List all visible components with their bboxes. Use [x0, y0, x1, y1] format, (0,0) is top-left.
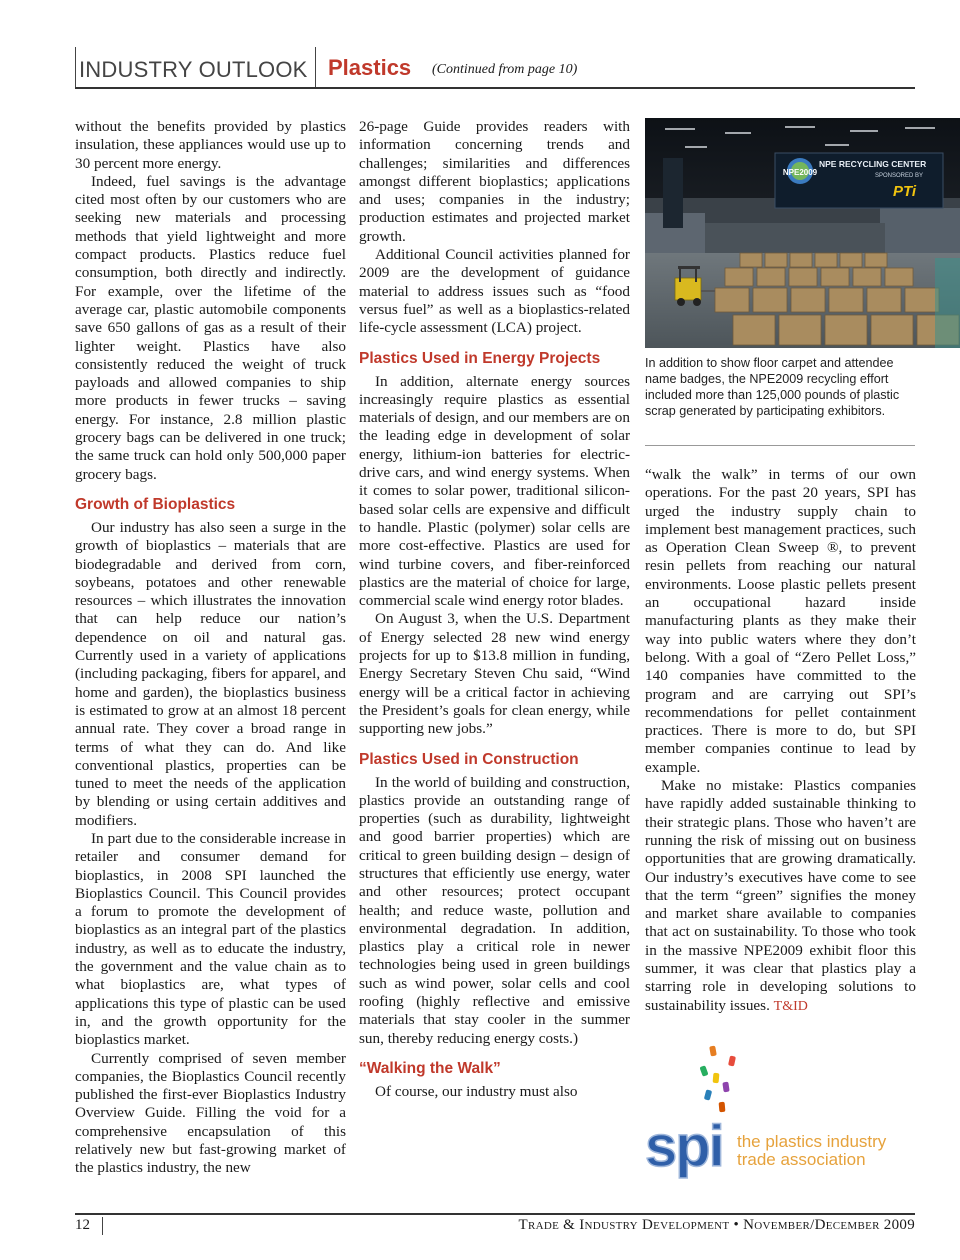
paragraph: without the benefits provided by plastics insulation, these appliances would use up to 30 percent more energy. — [75, 118, 346, 172]
sign-sub-text: SPONSORED BY — [875, 173, 924, 179]
subheading-walking-the-walk: “Walking the Walk” — [359, 1059, 501, 1077]
spi-logo — [645, 1040, 925, 1180]
sign-logo-text: NPE2009 — [782, 168, 818, 177]
publication-line: Trade & Industry Development • November/December 2009 — [518, 1217, 915, 1233]
paragraph: 26-page Guide provides readers with information concerning trends and challenges; similarities and differences amongst different bioplastics; applications and uses; companies in the industry; production estimates and projected market growth. — [359, 118, 630, 245]
footer-divider — [102, 1217, 103, 1235]
footer-rule — [75, 1213, 915, 1215]
subheading-growth-of-bioplastics: Growth of Bioplastics — [75, 495, 236, 513]
caption-rule — [645, 445, 915, 446]
topic-title: Plastics — [328, 55, 412, 80]
paragraph: In addition, alternate energy sources increasingly require plastics as essential materials of design, and our members are on the leading edge in development of solar energy, lithium-ion batteries for electric-drive cars, and wind energy systems. When it comes to solar power, traditional silicon-based solar cells are expensive and difficult to handle. Plastic (polymer) solar cells are more cost-effective. Plastics are used for wind turbine covers, and fiber-reinforced plastics are the material of choice for large, commercial scale wind energy rotor blades. — [359, 372, 630, 610]
logo-tagline: trade association — [737, 1150, 866, 1169]
spi-wordmark: spi — [645, 1114, 723, 1179]
paragraph — [645, 777, 916, 1016]
header-divider — [75, 47, 76, 89]
sign-title-text: NPE RECYCLING CENTER — [819, 159, 927, 169]
paragraph: Our industry has also seen a surge in the growth of bioplastics – materials that are biodegradable and derived from corn, soybeans, potatoes and other renewable resources – which illustrates the innovation that can help reduce our nation’s dependence on oil and natural gas. Currently used in a variety of applications (including packaging, fibers for apparel, and home and garden), the bioplastics business is estimated to grow at an almost 18 percent annual rate. They cover a broad range in terms of what they can do. And like conventional plastics, properties can be tuned to meet the needs of the application by blending or using certain additives and modifiers. — [75, 518, 346, 829]
paragraph-text: Make no mistake: Plastics companies have rapidly added sustainable thinking to their strategic plans. Those who haven’t are running the risk of missing out on business opportunities that are growing dramatically. Our industry’s executives have come to see that the term “green” signifies the money and market share available to companies that act on sustainability. To those who took in the massive NPE2009 exhibit floor this summer, it was clear that plastics play a starring role in developing solutions to sustainability issues. — [645, 777, 916, 1014]
paragraph: In part due to the considerable increase in retailer and consumer demand for bioplastics, in 2008 SPI launched the Bioplastics Council. This Council provides a forum to promote the development of bioplastics as an integral part of the plastics industry, as well as to educate the industry, the government and the value chain as to what bioplastics are, what types of applications this type of plastic can be used in, and the growth opportunity for the bioplastics market. — [75, 829, 346, 1049]
page-header — [75, 47, 915, 89]
article-column-2 — [359, 118, 630, 1101]
paragraph: In the world of building and construction, plastics provide an outstanding range of properties (such as durability, lightweight and good barrier properties) which are critical to green building design – design of structures that efficiently use energy, water and other resources; protect occupant health; and reduce waste, pollution and environmental degradation. In addition, plastics play a critical role in newer technologies being used in green buildings such as wind power, solar cells and cool roofing (highly reflective and emissive materials that stay cooler in the summer sun, thereby reducing energy costs.) — [359, 773, 630, 1047]
recycling-center-photo — [645, 118, 960, 348]
sign-sponsor-text: PTi — [893, 183, 917, 200]
header-divider — [315, 47, 316, 89]
article-column-3 — [645, 466, 916, 1016]
paragraph: Currently comprised of seven member companies, the Bioplastics Council recently published the first-ever Bioplastics Industry Overview Guide. Filling the void for a comprehensive encapsulation of this relatively new but fast-growing market of the plastics industry, the new — [75, 1049, 346, 1177]
subheading-construction: Plastics Used in Construction — [359, 750, 579, 768]
page-footer — [75, 1213, 915, 1239]
paragraph: Additional Council activities planned for 2009 are the development of guidance material to address issues such as “food versus fuel” as well as a bioplastics-related life-cycle assessment (LCA) project. — [359, 246, 630, 337]
paragraph: Indeed, fuel savings is the advantage cited most often by our customers who are seeking new materials and processing methods that yield lightweight and more compact products. Plastics reduce fuel consumption, both directly and indirectly. For example, over the lifetime of the average car, plastic automobile components save 650 gallons of gas as a result of their lighter weight. Plastics have also consistently reduced the weight of truck payloads and allowed companies to ship more products in fewer trucks – saving energy. For instance, 2.8 million plastic grocery bags can be delivered in one truck; the same truck can hold only 500,000 paper grocery bags. — [75, 172, 346, 483]
paragraph: Of course, our industry must also — [375, 1082, 578, 1100]
pellet-icons — [699, 1046, 736, 1113]
continued-note: (Continued from page 10) — [432, 62, 578, 77]
paragraph: On August 3, when the U.S. Department of Energy selected 28 new wind energy projects for up to $13.8 million in funding, Energy Secretary Steven Chu said, “Wind energy will be a critical factor in achieving the President’s goals for clean energy, while supporting new jobs.” — [359, 610, 630, 738]
header-rule — [75, 87, 915, 89]
end-mark: T&ID — [773, 998, 808, 1014]
section-title: INDUSTRY OUTLOOK — [79, 57, 308, 82]
photo-caption: In addition to show floor carpet and attendee name badges, the NPE2009 recycling effort included more than 125,000 pounds of plastic scrap generated by participating exhibitors. — [645, 356, 900, 418]
article-column-1 — [75, 118, 346, 1178]
paragraph: “walk the walk” in terms of our own operations. For the past 20 years, SPI has urged the industry supply chain to implement best management practices, such as Operation Clean Sweep ®, to prevent resin pellets from reaching our natural environments. Loose plastic pellets present an occupational hazard inside manufacturing plants as they make their way into public waters where they don’t belong. With a goal of “Zero Pellet Loss,” 140 companies have committed to the program and are carrying out SPI’s recommendations for pellet containment practices. There is more to do, but SPI member companies continue to lead by example. — [645, 466, 916, 776]
logo-tagline: the plastics industry — [737, 1132, 887, 1151]
page-number: 12 — [75, 1217, 90, 1233]
subheading-energy-projects: Plastics Used in Energy Projects — [359, 349, 601, 367]
